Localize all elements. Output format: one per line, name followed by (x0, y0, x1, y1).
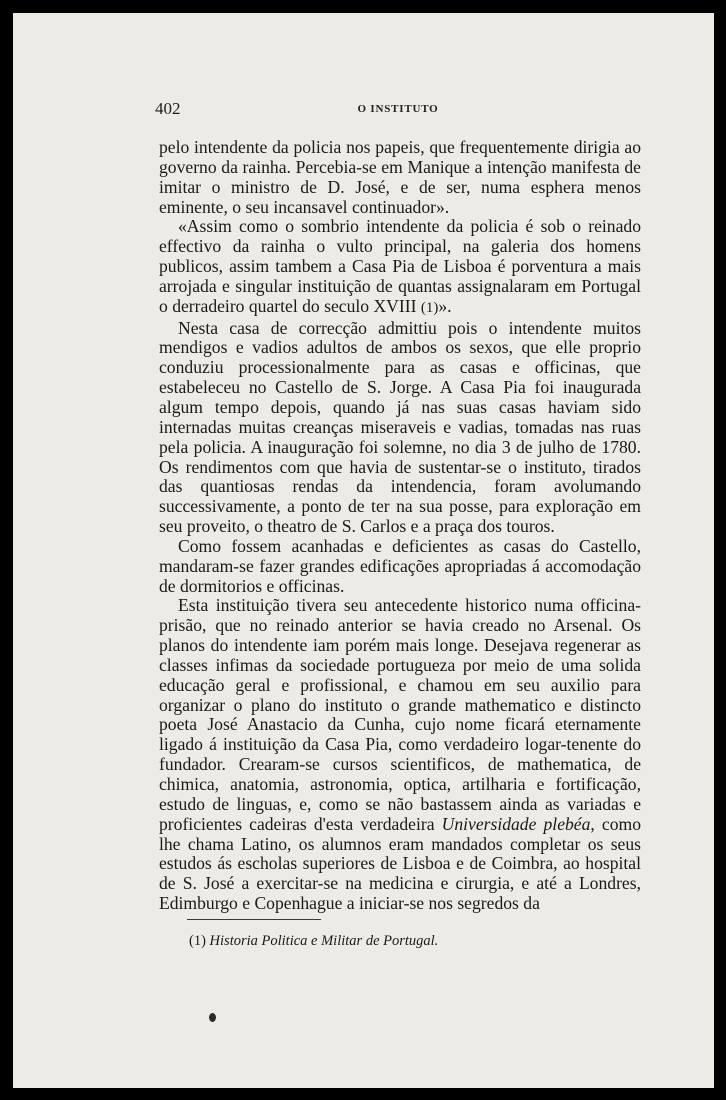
footnote-title: Historia Politica e Militar de Portugal. (209, 933, 439, 949)
paragraph-text: Como fossem acanhadas e deficientes as casas do Castello, mandaram-se fazer grandes edificações apropriadas á accomodação de dormitorios e officinas. (159, 535, 641, 596)
paragraph-text: Esta instituição tivera seu antecedente historico numa officina-prisão, que no reinado anterior se havia creado no Arsenal. Os planos do intendente iam porém mais longe. Desejava regenerar as classes infimas da sociedade portugueza por meio de uma solida educação geral e profissional, e chamou em seu auxilio para organizar o plano do instituto o grande mathematico e distincto poeta José Anastacio da Cunha, cujo nome ficará eternamente ligado á instituição da Casa Pia, como verdadeiro logar-tenente do fundador. Crearam-se cursos scientificos, de mathematica, de chimica, anatomia, astronomia, optica, artilharia e fortificação, estudo de linguas, e, como se não bastassem ainda as variadas e proficientes cadeiras d'esta verdadeira (159, 595, 641, 834)
footnote (189, 933, 629, 950)
paragraph (159, 138, 641, 217)
emphasized-text: Universidade plebéa (441, 813, 591, 834)
running-title: O INSTITUTO (357, 103, 439, 115)
paragraph-text: , como lhe chama Latino, os alumnos eram mandados completar os seus estudos ás escholas superiores de Lisboa e de Coimbra, ao hospital de S. José a exercitar-se na medicina e cirurgia, e até a Londres, Edimburgo e Copenhague a iniciar-se nos segredos da (159, 813, 642, 914)
paragraph (159, 596, 641, 914)
footnote-divider (187, 919, 321, 920)
paragraph-text: pelo intendente da policia nos papeis, que frequentemente dirigia ao governo da rainha. Percebia-se em Manique a intenção manifesta de imitar o ministro de D. José, e de ser, numa esphera menos eminente, o seu incansavel continuador». (159, 137, 641, 217)
paragraph-text: Nesta casa de correcção admittiu pois o intendente muitos mendigos e vadios adultos de ambos os sexos, que elle proprio conduziu processionalmente para as casas e officinas, que estabeleceu no Castello de S. Jorge. A Casa Pia foi inaugurada algum tempo depois, quando já nas suas casas haviam sido internadas muitas creanças miseraveis e vadias, tomadas nas ruas pela policia. A inauguração foi solemne, no dia 3 de julho de 1780. Os rendimentos com que havia de sustentar-se o instituto, tirados das quantiosas rendas da intendencia, foram avolumando successivamente, a ponto de ter na sua posse, para exploração em seu proveito, o theatro de S. Carlos e a praça dos touros. (159, 317, 641, 537)
page-header (155, 99, 641, 119)
paragraph-text: «Assim como o sombrio intendente da policia é sob o reinado effectivo da rainha o vulto principal, na galeria dos homens publicos, assim tambem a Casa Pia de Lisboa é porventura a mais arrojada e singular instituição de quantas assignalaram em Portugal o derradeiro quartel do seculo XVIII (159, 216, 641, 316)
paragraph (159, 319, 641, 537)
body-text (159, 138, 641, 914)
paragraph-tail: ». (438, 295, 452, 316)
book-page (13, 13, 714, 1088)
page-number: 402 (155, 99, 181, 118)
footnote-number: (1) (189, 933, 206, 949)
ink-speck (209, 1013, 216, 1022)
footnote-reference: (1) (420, 299, 439, 316)
paragraph (159, 217, 641, 318)
paragraph (159, 537, 641, 597)
